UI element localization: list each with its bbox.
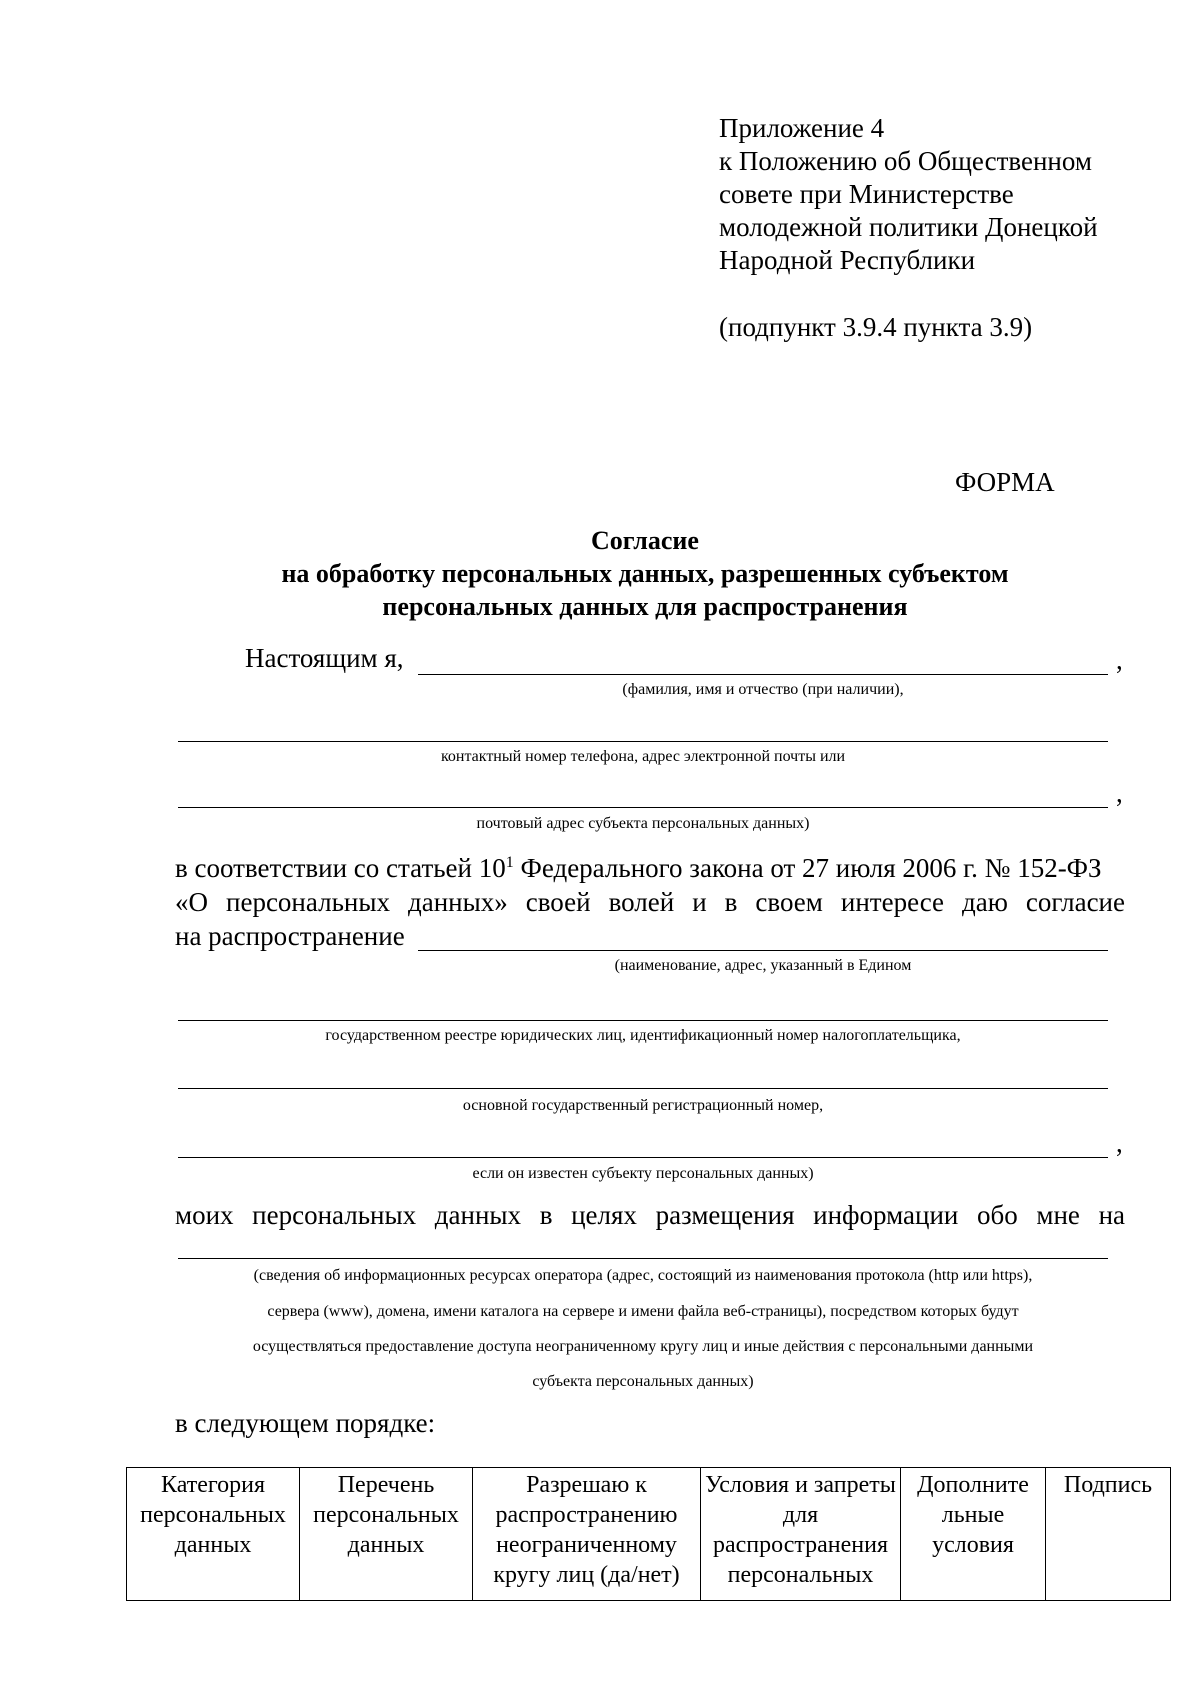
header-permission: Разрешаю к распространению неограниченному кругу лиц (да/нет) — [473, 1468, 701, 1601]
paragraph-line-1 — [175, 853, 1102, 884]
title-line-3: персональных данных для распространения — [382, 592, 908, 621]
consent-table — [126, 1467, 1171, 1601]
appendix-line: Народной Республики — [719, 245, 976, 275]
header-conditions: Условия и запреты для распространения персональных — [701, 1468, 901, 1601]
contacts-field-line[interactable] — [178, 741, 1108, 742]
paragraph-text: Федерального закона от 27 июля 2006 г. № 152-ФЗ — [513, 853, 1102, 883]
hint-resources-2: сервера (www), домена, имени каталога на сервере и имени файла веб-страницы), посредством которых будут — [267, 1303, 1019, 1320]
document-title — [0, 524, 1200, 623]
hint-operator-1: (наименование, адрес, указанный в Едином — [614, 957, 912, 974]
appendix-line: Приложение 4 — [719, 113, 885, 143]
paragraph-line-3: на распространение — [175, 921, 405, 951]
order-label: в следующем порядке: — [175, 1408, 436, 1438]
appendix-block — [719, 112, 1098, 277]
appendix-subitem: (подпункт 3.9.4 пункта 3.9) — [719, 312, 1033, 342]
hint-fio: (фамилия, имя и отчество (при наличии), — [622, 681, 904, 698]
resources-field-line[interactable] — [178, 1258, 1108, 1259]
comma: , — [1116, 645, 1123, 675]
hint-operator-4: если он известен субъекту персональных данных) — [472, 1165, 814, 1182]
article-superscript: 1 — [505, 854, 514, 871]
hint-postal: почтовый адрес субъекта персональных данных) — [476, 815, 810, 832]
paragraph-line-2: «О персональных данных» своей волей и в своем интересе даю согласие — [175, 887, 1125, 917]
operator-field-line-3[interactable] — [178, 1088, 1108, 1089]
header-category: Категория персональных данных — [127, 1468, 300, 1601]
comma: , — [1116, 778, 1123, 808]
paragraph-text: в соответствии со статьей 10 — [175, 853, 506, 883]
hint-operator-3: основной государственный регистрационный номер, — [462, 1097, 824, 1114]
table-header-row — [127, 1468, 1171, 1601]
form-label: ФОРМА — [955, 467, 1055, 497]
operator-field-line[interactable] — [418, 950, 1108, 951]
header-signature: Подпись — [1046, 1468, 1171, 1601]
intro-text: Настоящим я, — [245, 643, 404, 673]
postal-field-line[interactable] — [178, 807, 1108, 808]
header-list: Перечень персональных данных — [300, 1468, 473, 1601]
appendix-line: совете при Министерстве — [719, 179, 1014, 209]
purpose-line: моих персональных данных в целях размещения информации обо мне на — [175, 1200, 1125, 1230]
title-line-2: на обработку персональных данных, разрешенных субъектом — [281, 559, 1009, 588]
operator-field-line-2[interactable] — [178, 1020, 1108, 1021]
header-additional: Дополните льные условия — [901, 1468, 1046, 1601]
hint-resources-1: (сведения об информационных ресурсах оператора (адрес, состоящий из наименования протокола (http или https), — [253, 1267, 1033, 1284]
appendix-line: к Положению об Общественном — [719, 146, 1092, 176]
appendix-line: молодежной политики Донецкой — [719, 212, 1098, 242]
comma: , — [1116, 1128, 1123, 1158]
hint-operator-2: государственном реестре юридических лиц, идентификационный номер налогоплательщика, — [325, 1027, 961, 1044]
hint-resources-4: субъекта персональных данных) — [532, 1373, 754, 1390]
hint-resources-3: осуществляться предоставление доступа неограниченному кругу лиц и иные действия с персональными данными — [252, 1338, 1034, 1355]
title-line-1: Согласие — [591, 526, 699, 555]
operator-field-line-4[interactable] — [178, 1157, 1108, 1158]
fio-field-line[interactable] — [418, 674, 1108, 675]
hint-contacts: контактный номер телефона, адрес электронной почты или — [440, 748, 846, 765]
